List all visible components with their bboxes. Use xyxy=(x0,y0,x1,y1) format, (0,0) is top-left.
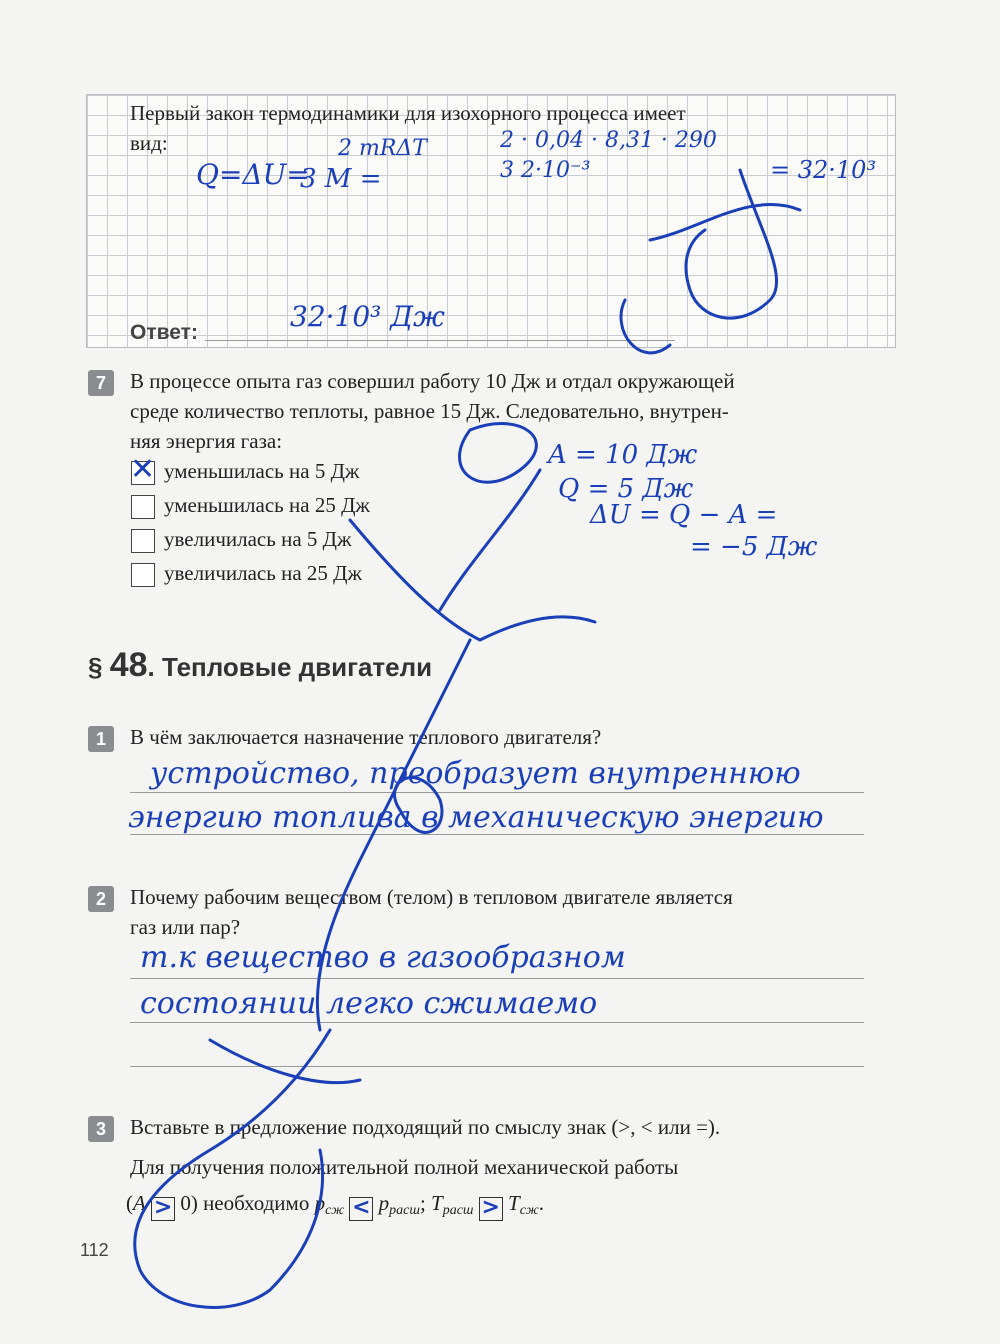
task7-text: В процессе опыта газ совершил работу 10 Дж и отдал окружающей xyxy=(130,369,735,393)
scribble-stroke-2 xyxy=(650,204,800,240)
task1-text: В чём заключается назначение теплового двигателя? xyxy=(130,725,602,749)
sub-compress: сж xyxy=(325,1203,345,1218)
symbol-a: A xyxy=(133,1191,146,1215)
symbol-t: T xyxy=(431,1191,443,1215)
task6-text: Первый закон термодинамики для изохорного процесса имеет xyxy=(130,101,686,125)
task1-answer-1: устройство, преобразует внутреннюю xyxy=(150,756,801,791)
section-number: 48 xyxy=(109,646,148,684)
sign-box-3[interactable]: > xyxy=(479,1197,503,1221)
option-3-label: увеличилась на 5 Дж xyxy=(164,527,352,551)
task3-number: 3 xyxy=(88,1116,114,1142)
task1-number: 1 xyxy=(88,726,114,752)
symbol-t-2: T xyxy=(508,1191,520,1215)
task2-number: 2 xyxy=(88,886,114,912)
sub-expand-2: расш xyxy=(442,1203,474,1218)
task2-text: Почему рабочим веществом (телом) в тепловом двигателе является xyxy=(130,885,733,909)
sub-expand: расш xyxy=(389,1203,420,1218)
handwritten-work-a: A = 10 Дж xyxy=(548,440,698,470)
handwritten-formula-den2: 3 2·10⁻³ xyxy=(500,158,591,183)
handwritten-work-du: ΔU = Q − A = xyxy=(590,500,778,530)
handwritten-formula-num1: 2 mRΔT xyxy=(338,136,427,161)
task3-text-2: Для получения положительной полной механической работы xyxy=(130,1155,679,1179)
task1-answer-2: энергию топлива в механическую энергию xyxy=(128,800,824,835)
scribble-stroke-7 xyxy=(317,640,470,1030)
scribble-stroke-1 xyxy=(686,170,777,318)
scribble-stroke-8 xyxy=(395,778,442,833)
section-sign: § xyxy=(88,652,103,682)
handwritten-formula-den1: 3 M = xyxy=(300,164,382,194)
symbol-p-2: p xyxy=(378,1191,390,1215)
option-2-label: уменьшилась на 25 Дж xyxy=(164,493,370,517)
task2-answer-2: состоянии легко сжимаемо xyxy=(140,986,598,1021)
scribble-stroke-10 xyxy=(210,1040,360,1083)
handwritten-work-result: = −5 Дж xyxy=(690,532,818,562)
option-4-label: увеличилась на 25 Дж xyxy=(164,561,362,585)
handwritten-formula-lhs: Q=ΔU= xyxy=(196,158,310,191)
scribble-stroke-4 xyxy=(460,424,537,483)
handwritten-formula-num2: 2 · 0,04 · 8,31 · 290 xyxy=(500,128,717,153)
task6-text-cont: вид: xyxy=(130,131,168,155)
section-name: . Тепловые двигатели xyxy=(147,652,433,682)
check-mark-icon: ✕ xyxy=(130,452,156,487)
scribble-stroke-9 xyxy=(135,1030,330,1307)
task3-inequalities: (A > 0) необходимо pсж < pрасш; Tрасш > Tсж. xyxy=(126,1191,545,1220)
task2-text-2: газ или пар? xyxy=(130,915,241,939)
page-number: 112 xyxy=(80,1240,109,1260)
task7-number: 7 xyxy=(88,370,114,396)
task2-answer-1: т.к вещество в газообразном xyxy=(140,940,626,975)
sub-compress-2: сж xyxy=(519,1203,539,1218)
answer-label: Ответ: xyxy=(130,321,198,344)
task7-text-3: няя энергия газа: xyxy=(130,429,283,453)
symbol-p: p xyxy=(314,1191,326,1215)
option-1-label: уменьшилась на 5 Дж xyxy=(164,459,360,483)
task7-text-2: среде количество теплоты, равное 15 Дж. Следовательно, внутрен- xyxy=(130,399,729,423)
handwritten-answer: 32·10³ Дж xyxy=(290,300,445,333)
task3-text: Вставьте в предложение подходящий по смыслу знак (>, < или =). xyxy=(130,1115,721,1139)
scribble-stroke-6 xyxy=(440,470,540,610)
scribble-stroke-3 xyxy=(621,300,670,353)
sign-box-2[interactable]: < xyxy=(349,1197,373,1221)
zero-text: 0) необходимо xyxy=(180,1191,310,1215)
handwritten-formula-result: = 32·10³ xyxy=(770,156,877,184)
handwritten-work-q: Q = 5 Дж xyxy=(558,474,694,504)
sign-box-1[interactable]: > xyxy=(151,1197,175,1221)
scribble-stroke-5 xyxy=(350,520,595,640)
